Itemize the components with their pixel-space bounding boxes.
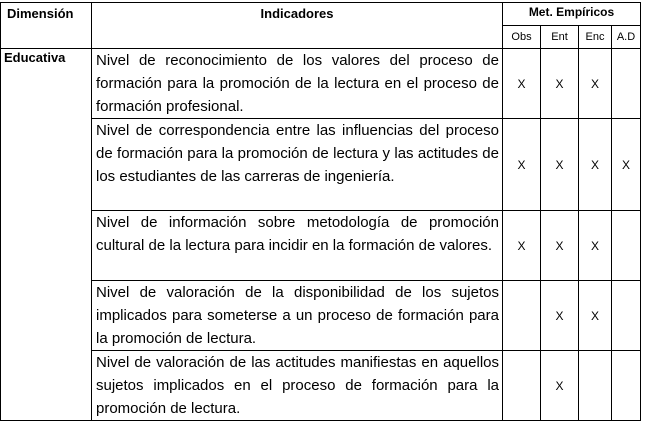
header-obs: Obs — [503, 26, 541, 49]
table-row — [1, 49, 641, 119]
header-ad: A.D — [612, 26, 641, 49]
table-row — [1, 351, 641, 421]
mark-enc: X — [579, 211, 612, 281]
mark-ad — [612, 49, 641, 119]
mark-ent: X — [541, 119, 579, 211]
indicator-text: Nivel de correspondencia entre las influencias del proceso de formación para la promoción de lectura y las actitudes de los estudiantes de las carreras de ingeniería. — [92, 119, 503, 211]
header-methods: Met. Empíricos — [503, 3, 641, 26]
mark-obs: X — [503, 211, 541, 281]
dimension-cell: Educativa — [1, 49, 92, 421]
indicator-text: Nivel de valoración de la disponibilidad de los sujetos implicados para someterse a un proceso de formación para la promoción de lectura. — [92, 281, 503, 351]
header-enc: Enc — [579, 26, 612, 49]
mark-ent: X — [541, 211, 579, 281]
mark-ad — [612, 211, 641, 281]
mark-enc: X — [579, 49, 612, 119]
indicators-table — [0, 2, 641, 421]
mark-obs — [503, 351, 541, 421]
mark-ad — [612, 351, 641, 421]
mark-obs: X — [503, 49, 541, 119]
indicator-text: Nivel de reconocimiento de los valores del proceso de formación para la promoción de la lectura en el proceso de formación profesional. — [92, 49, 503, 119]
header-indicators: Indicadores — [92, 3, 503, 49]
mark-ent: X — [541, 49, 579, 119]
table-container — [0, 2, 641, 421]
mark-ad: X — [612, 119, 641, 211]
mark-enc: X — [579, 119, 612, 211]
header-ent: Ent — [541, 26, 579, 49]
header-dimension: Dimensión — [1, 3, 92, 49]
mark-ad — [612, 281, 641, 351]
table-row — [1, 119, 641, 211]
indicator-text: Nivel de valoración de las actitudes manifiestas en aquellos sujetos implicados en el proceso de formación para la promoción de lectura. — [92, 351, 503, 421]
mark-enc — [579, 351, 612, 421]
table-row — [1, 211, 641, 281]
table-row — [1, 281, 641, 351]
indicator-text: Nivel de información sobre metodología de promoción cultural de la lectura para incidir en la formación de valores. — [92, 211, 503, 281]
mark-obs — [503, 281, 541, 351]
mark-ent: X — [541, 281, 579, 351]
mark-ent: X — [541, 351, 579, 421]
mark-enc: X — [579, 281, 612, 351]
mark-obs: X — [503, 119, 541, 211]
